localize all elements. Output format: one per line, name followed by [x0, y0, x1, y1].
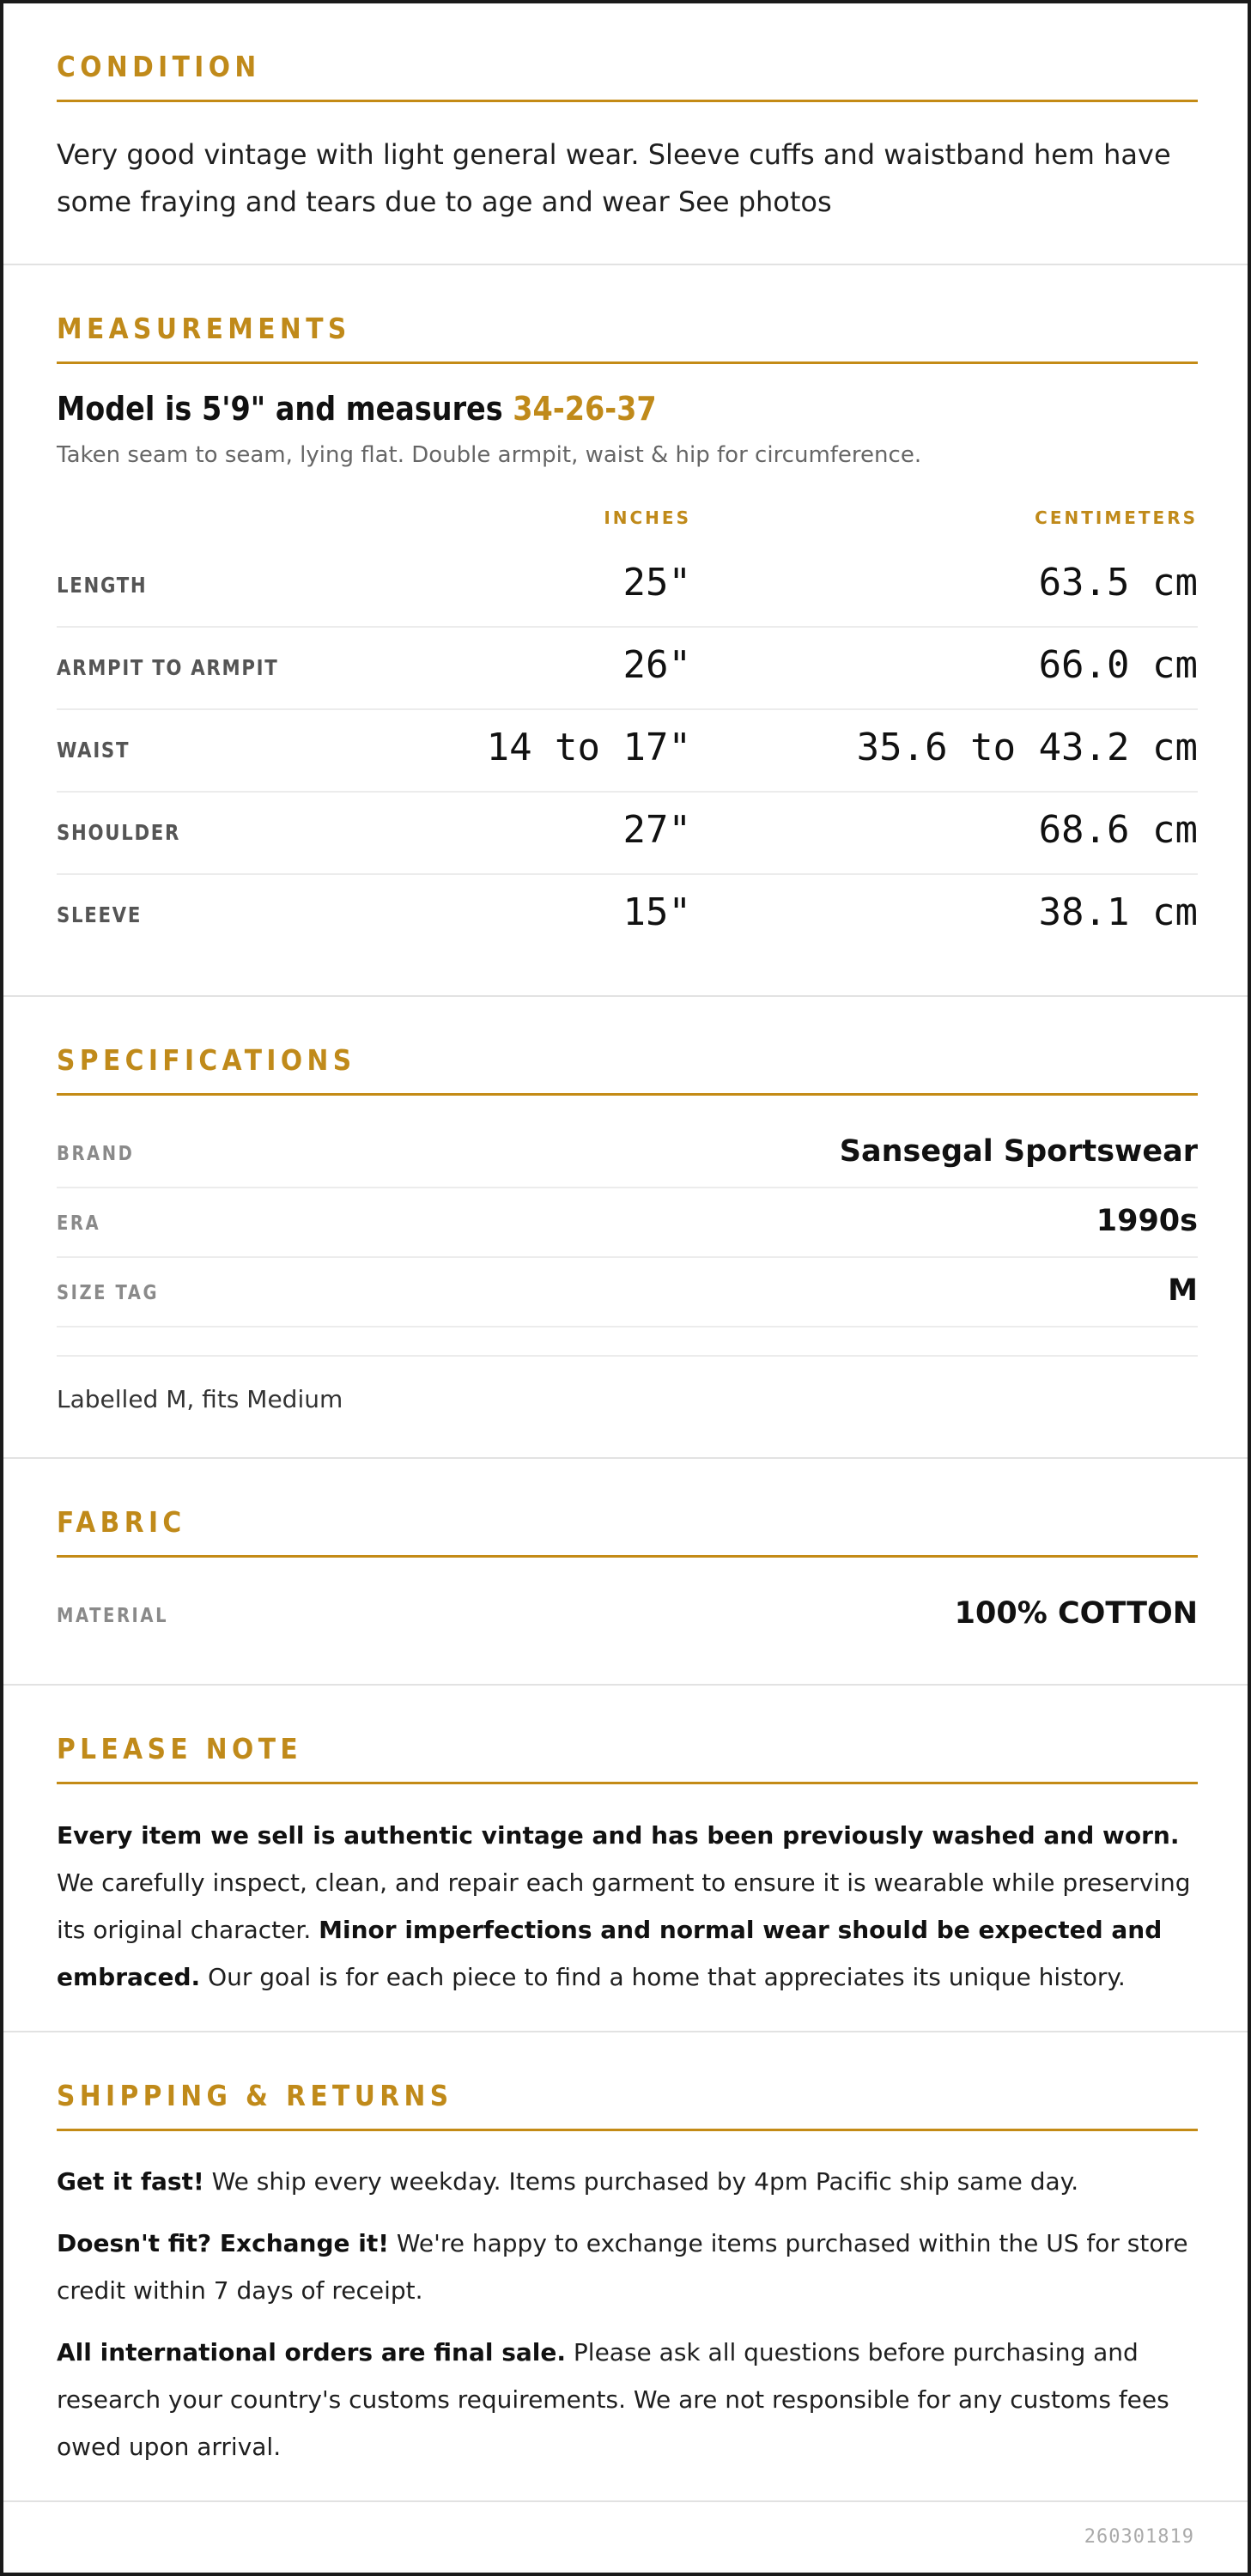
shipping-paragraph-3	[57, 2329, 1198, 2470]
inches-column-header: INCHES	[604, 507, 691, 528]
spec-value: 1990s	[1096, 1204, 1198, 1238]
please-note-text-2: Our goal is for each piece to find a home that appreciates its unique history.	[200, 1963, 1126, 1991]
shipping-title: SHIPPING & RETURNS	[57, 2079, 453, 2112]
spec-value: Sansegal Sportswear	[839, 1134, 1198, 1169]
measurement-inches: 27"	[622, 808, 691, 852]
specifications-rule	[57, 1093, 1198, 1096]
condition-text: Very good vintage with light general wear. Sleeve cuffs and waistband hem have some fraying and tears due to age and wear See photos	[57, 138, 1171, 218]
spec-label: ERA	[57, 1212, 101, 1235]
please-note-text-1: We carefully inspect, clean, and repair each garment to ensure it is wearable while preserving its original character.	[57, 1868, 1191, 1944]
measurements-rule	[57, 361, 1198, 364]
please-note-rule	[57, 1782, 1198, 1784]
measurement-label: LENGTH	[57, 573, 148, 598]
please-note-bold-1: Every item we sell is authentic vintage and has been previously washed and worn.	[57, 1821, 1180, 1850]
measurements-section	[3, 265, 1248, 997]
spec-row-size-tag	[57, 1258, 1198, 1327]
centimeters-column-header: CENTIMETERS	[1035, 507, 1198, 528]
measurement-cm: 35.6 to 43.2 cm	[856, 726, 1198, 769]
model-prefix: Model is 5'9" and measures	[57, 390, 513, 428]
specifications-title: SPECIFICATIONS	[57, 1043, 356, 1077]
measurement-label: SHOULDER	[57, 820, 181, 845]
condition-section	[3, 3, 1248, 265]
measurements-title: MEASUREMENTS	[57, 312, 351, 345]
shipping-section	[3, 2032, 1248, 2502]
model-measures-value: 34-26-37	[513, 390, 657, 428]
fabric-label: MATERIAL	[57, 1605, 169, 1627]
specifications-section	[3, 997, 1248, 1459]
please-note-bold-2: Minor imperfections and normal wear should be expected and embraced.	[57, 1916, 1163, 1991]
measurement-row-sleeve	[57, 875, 1198, 957]
please-note-text	[57, 1812, 1198, 2001]
shipping-paragraph-1	[57, 2158, 1198, 2205]
spec-label: SIZE TAG	[57, 1282, 160, 1304]
measurement-label: ARMPIT TO ARMPIT	[57, 655, 279, 680]
shipping-bold-1: Get it fast!	[57, 2167, 204, 2196]
measurement-cm: 63.5 cm	[1038, 561, 1198, 605]
fabric-title: FABRIC	[57, 1505, 186, 1539]
fabric-row-material	[57, 1581, 1198, 1650]
measurement-cm: 38.1 cm	[1038, 890, 1198, 934]
model-measures-line	[57, 390, 657, 428]
spec-row-brand	[57, 1119, 1198, 1188]
spec-row-era	[57, 1188, 1198, 1258]
measurement-row-length	[57, 545, 1198, 628]
shipping-text-1: We ship every weekday. Items purchased by 4pm Pacific ship same day.	[203, 2167, 1079, 2196]
size-note: Labelled M, fits Medium	[57, 1385, 343, 1413]
spec-value: M	[1168, 1273, 1198, 1308]
shipping-text-2: We're happy to exchange items purchased within the US for store credit within 7 days of receipt.	[57, 2229, 1188, 2305]
measurement-inches: 25"	[622, 561, 691, 605]
measurement-cm: 66.0 cm	[1038, 643, 1198, 687]
condition-rule	[57, 100, 1198, 102]
condition-title: CONDITION	[57, 50, 261, 83]
product-code: 260301819	[1084, 2526, 1194, 2548]
spec-label: BRAND	[57, 1143, 135, 1165]
fabric-rule	[57, 1555, 1198, 1558]
measurement-label: SLEEVE	[57, 902, 143, 927]
measurements-hint: Taken seam to seam, lying flat. Double armpit, waist & hip for circumference.	[57, 442, 922, 468]
please-note-section	[3, 1686, 1248, 2032]
measurement-row-armpit	[57, 628, 1198, 710]
measurement-inches: 15"	[622, 890, 691, 934]
fabric-value: 100% COTTON	[954, 1596, 1198, 1631]
spec-divider	[57, 1355, 1198, 1357]
please-note-title: PLEASE NOTE	[57, 1732, 303, 1765]
fabric-section	[3, 1459, 1248, 1686]
shipping-text-3: Please ask all questions before purchasing and research your country's customs requirements. We are not responsible for any customs fees owed upon arrival.	[57, 2338, 1169, 2461]
measurement-label: WAIST	[57, 738, 131, 762]
shipping-bold-3: All international orders are final sale.	[57, 2338, 567, 2366]
shipping-paragraph-2	[57, 2220, 1198, 2314]
shipping-rule	[57, 2129, 1198, 2131]
measurement-inches: 26"	[622, 643, 691, 687]
measurement-row-shoulder	[57, 793, 1198, 875]
shipping-bold-2: Doesn't fit? Exchange it!	[57, 2229, 389, 2257]
measurement-cm: 68.6 cm	[1038, 808, 1198, 852]
measurement-row-waist	[57, 710, 1198, 793]
measurement-inches: 14 to 17"	[486, 726, 691, 769]
